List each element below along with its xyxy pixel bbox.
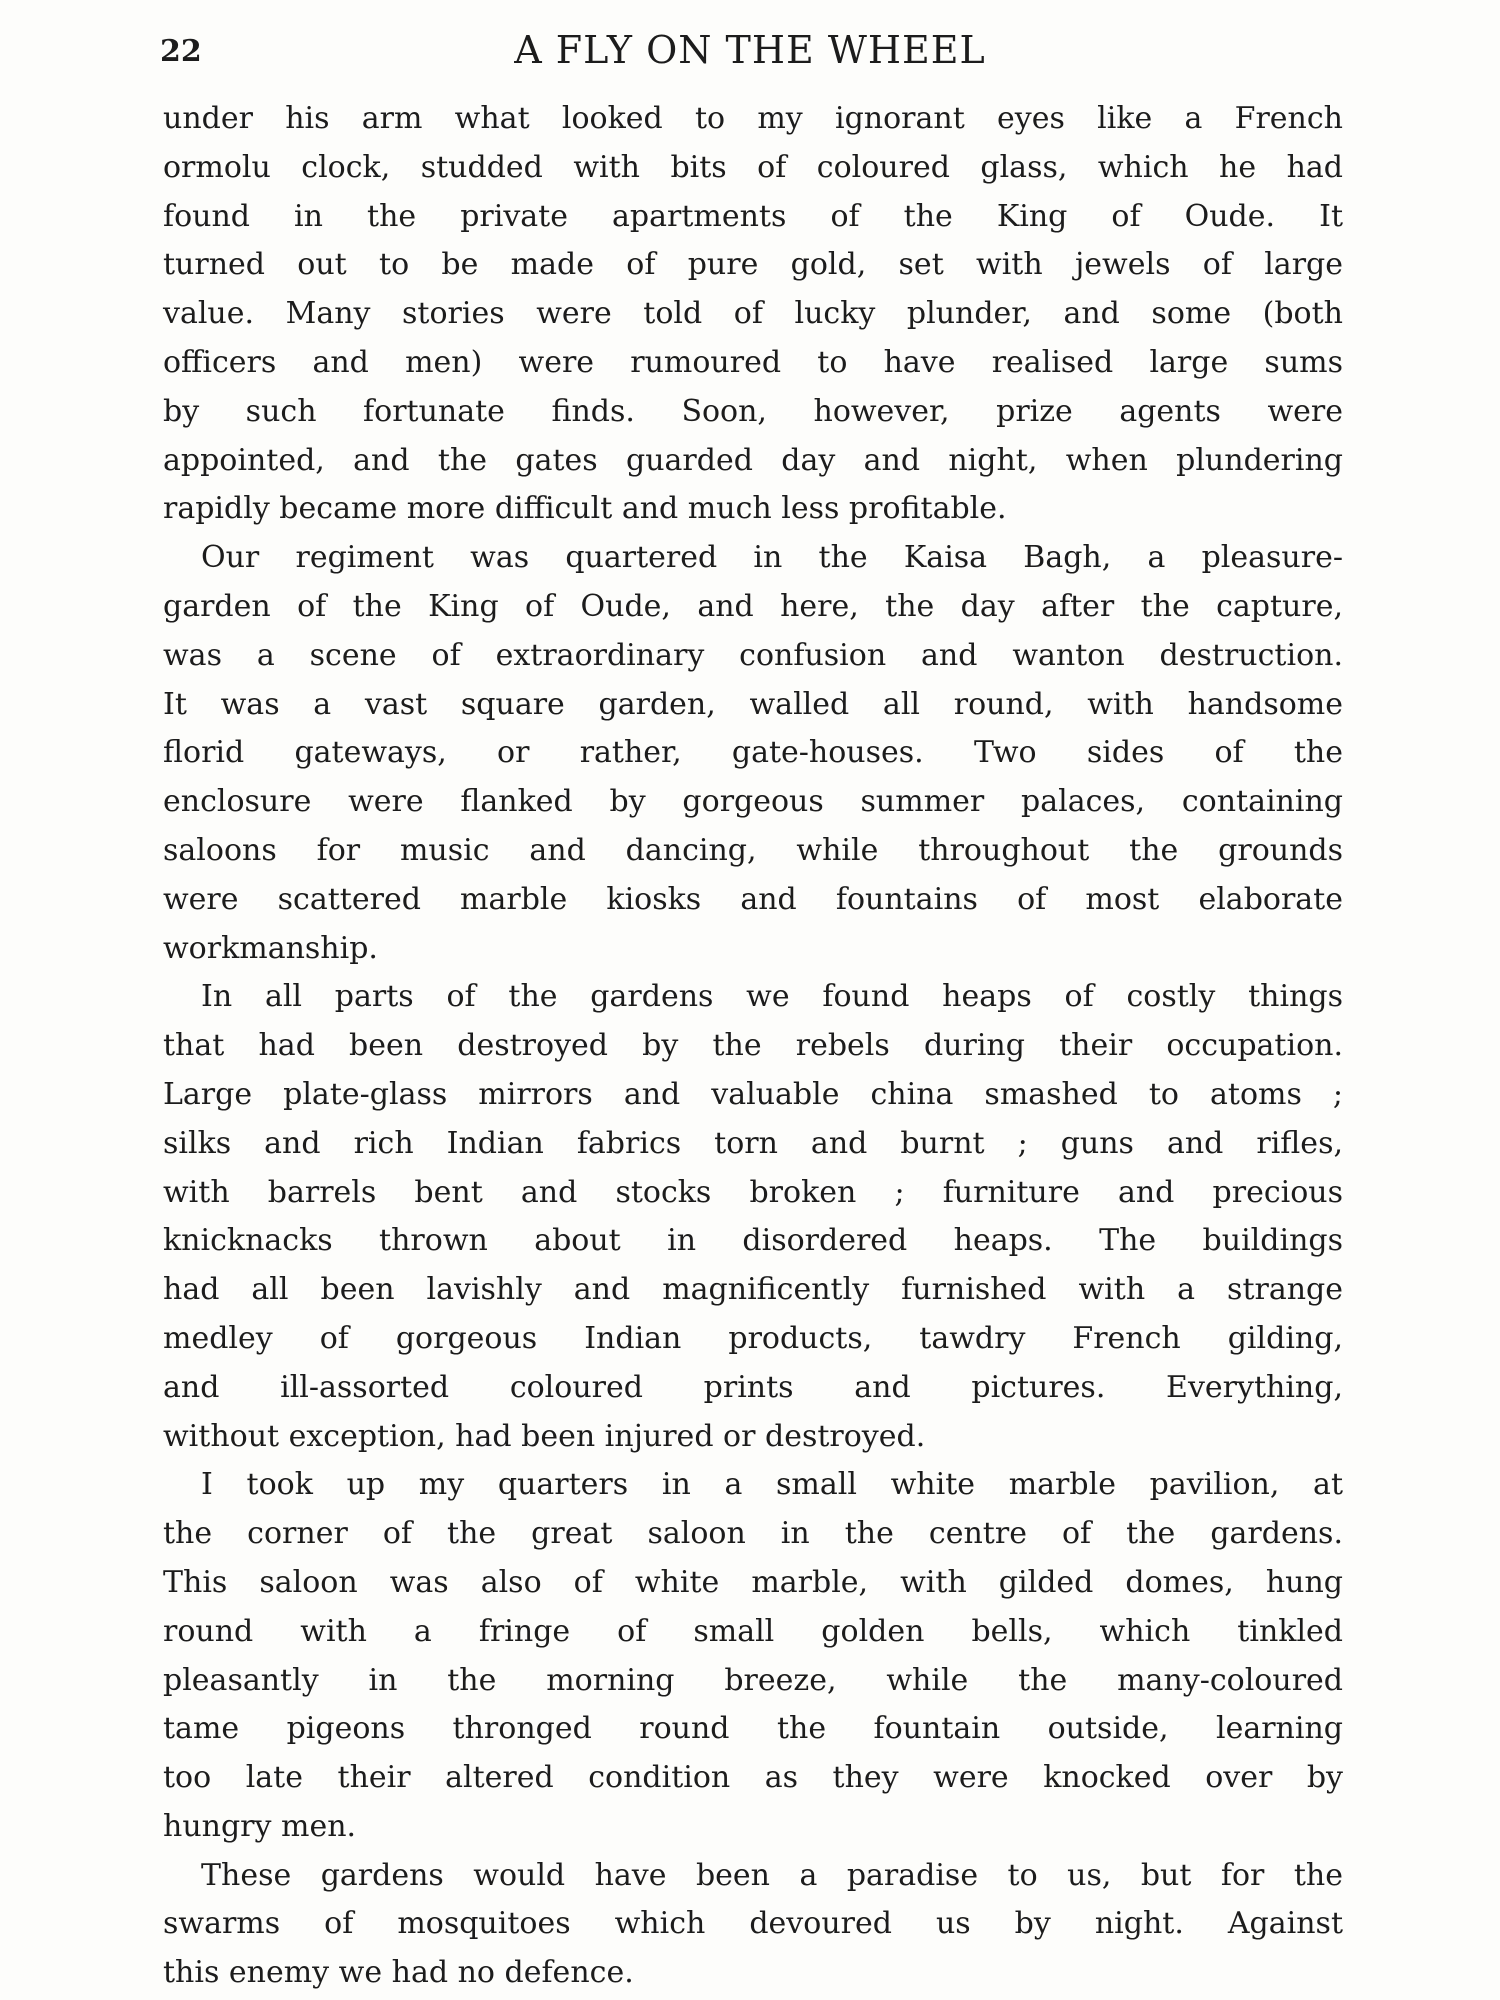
text-line: tame pigeons thronged round the fountain outside, learning xyxy=(163,1711,1343,1747)
text-line: under his arm what looked to my ignorant eyes like a French xyxy=(163,101,1343,136)
text-line: was a scene of extraordinary confusion and wanton destruction. xyxy=(163,637,1343,673)
paragraph xyxy=(163,973,1343,1461)
text-line: florid gateways, or rather, gate-houses. Two sides of the xyxy=(163,735,1343,771)
text-line: saloons for music and dancing, while throughout the grounds xyxy=(163,832,1343,868)
text-line: ormolu clock, studded with bits of coloured glass, which he had xyxy=(163,149,1343,185)
text-line: appointed, and the gates guarded day and night, when plundering xyxy=(163,442,1343,478)
body-text xyxy=(163,95,1343,1998)
text-line: These gardens would have been a paradise to us, but for the xyxy=(201,1857,1343,1893)
text-line: round with a fringe of small golden bells, which tinkled xyxy=(163,1613,1343,1649)
text-line: turned out to be made of pure gold, set with jewels of large xyxy=(163,247,1343,283)
text-line: It was a vast square garden, walled all round, with handsome xyxy=(163,686,1343,722)
text-line: the corner of the great saloon in the centre of the gardens. xyxy=(163,1516,1343,1552)
page-number: 22 xyxy=(160,34,202,69)
text-line: pleasantly in the morning breeze, while the many-coloured xyxy=(163,1662,1343,1698)
text-line: In all parts of the gardens we found heaps of costly things xyxy=(201,979,1343,1015)
text-line: enclosure were flanked by gorgeous summer palaces, containing xyxy=(163,784,1343,820)
text-line: had all been lavishly and magnificently furnished with a strange xyxy=(163,1272,1343,1308)
paragraph xyxy=(163,1852,1343,1998)
text-line: I took up my quarters in a small white marble pavilion, at xyxy=(201,1467,1343,1503)
text-line: swarms of mosquitoes which devoured us by night. Against xyxy=(163,1906,1343,1942)
text-line: workmanship. xyxy=(163,930,378,966)
text-line: by such fortunate finds. Soon, however, prize agents were xyxy=(163,393,1343,429)
running-title: A FLY ON THE WHEEL xyxy=(514,28,986,72)
text-line: with barrels bent and stocks broken ; furniture and precious xyxy=(163,1174,1343,1210)
text-line: garden of the King of Oude, and here, the day after the capture, xyxy=(163,588,1343,624)
text-line: without exception, had been injured or destroyed. xyxy=(163,1418,926,1454)
text-line: too late their altered condition as they were knocked over by xyxy=(163,1760,1343,1796)
text-line: rapidly became more difficult and much less profitable. xyxy=(163,491,1007,527)
text-line: silks and rich Indian fabrics torn and burnt ; guns and rifles, xyxy=(163,1125,1343,1161)
text-line: officers and men) were rumoured to have realised large sums xyxy=(163,344,1343,380)
paragraph xyxy=(163,1461,1343,1851)
text-line: Our regiment was quartered in the Kaisa Bagh, a pleasure- xyxy=(201,540,1343,576)
text-line: hungry men. xyxy=(163,1808,357,1844)
text-line: Large plate-glass mirrors and valuable china smashed to atoms ; xyxy=(163,1076,1343,1112)
text-line: value. Many stories were told of lucky plunder, and some (both xyxy=(163,296,1343,332)
paragraph xyxy=(163,534,1343,973)
paragraph xyxy=(163,95,1343,534)
text-line: that had been destroyed by the rebels during their occupation. xyxy=(163,1028,1343,1064)
text-line: This saloon was also of white marble, with gilded domes, hung xyxy=(163,1564,1343,1600)
page-header xyxy=(160,18,1340,88)
text-line: found in the private apartments of the King of Oude. It xyxy=(163,198,1343,234)
text-line: knicknacks thrown about in disordered heaps. The buildings xyxy=(163,1223,1343,1259)
text-line: were scattered marble kiosks and fountains of most elaborate xyxy=(163,881,1343,917)
text-line: and ill-assorted coloured prints and pictures. Everything, xyxy=(163,1369,1343,1405)
text-line: this enemy we had no defence. xyxy=(163,1955,634,1991)
text-line: medley of gorgeous Indian products, tawdry French gilding, xyxy=(163,1320,1343,1356)
